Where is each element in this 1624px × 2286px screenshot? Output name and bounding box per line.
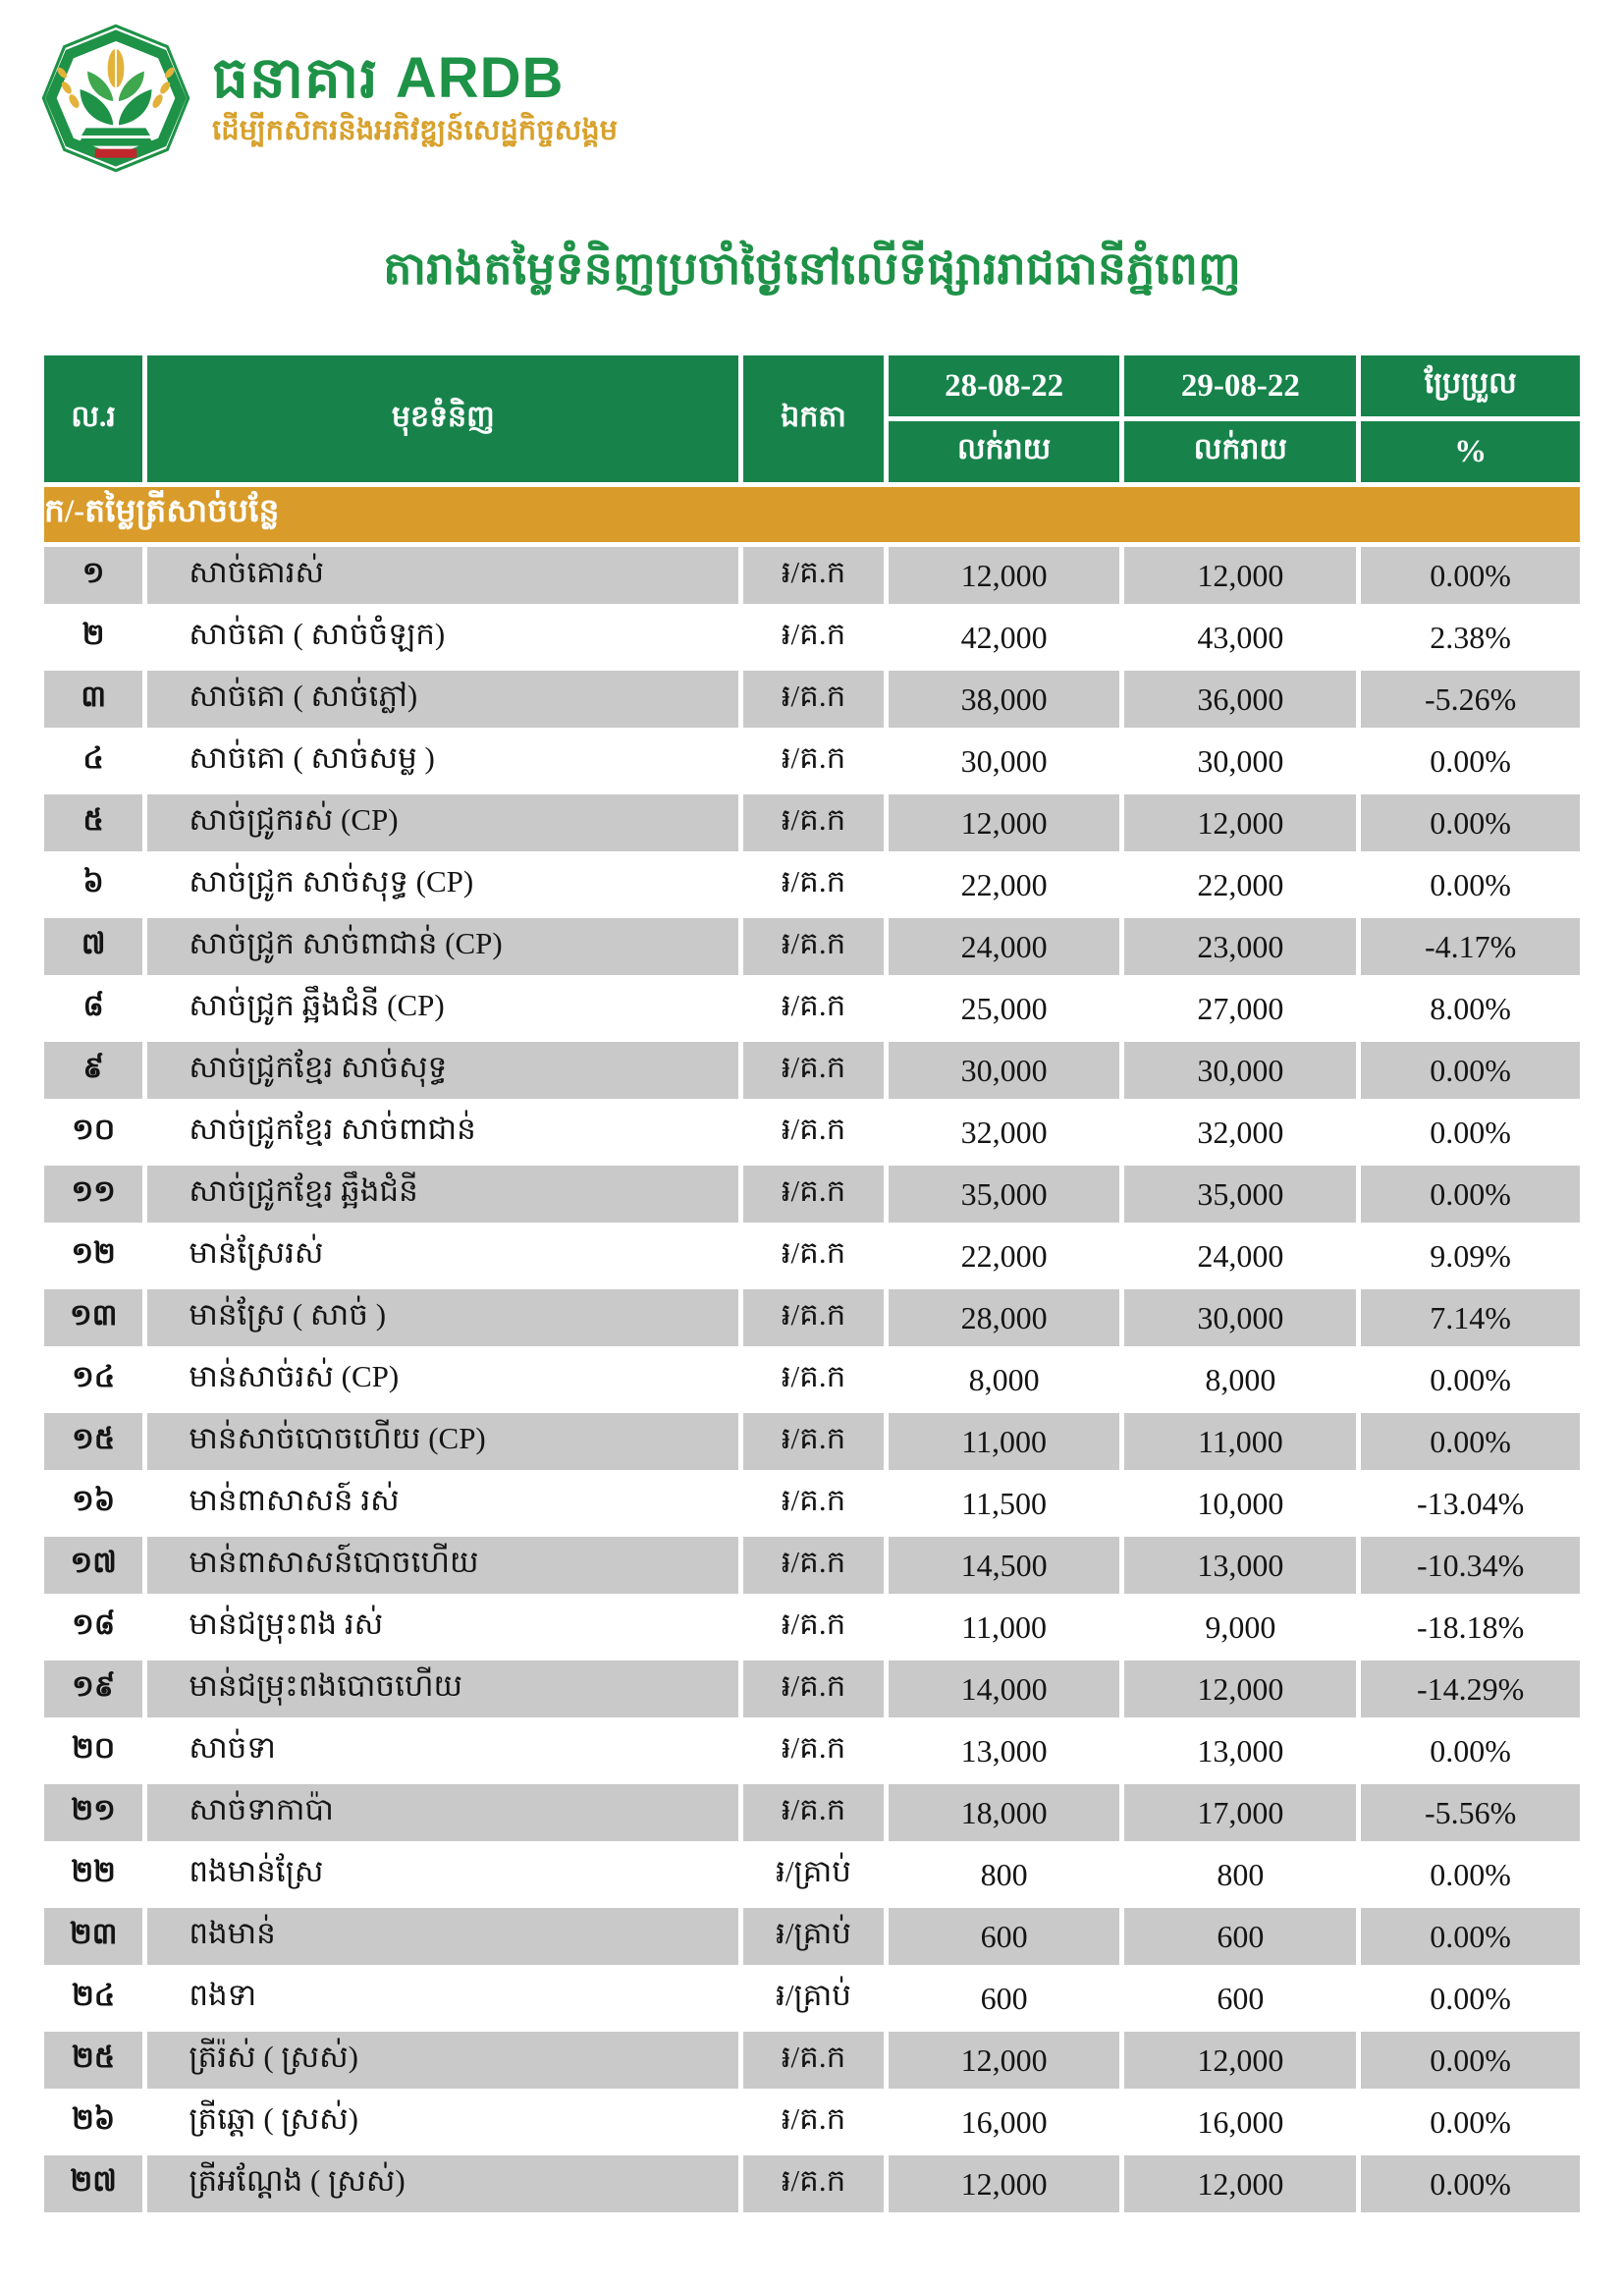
change-percent: 8.00%: [1361, 980, 1580, 1037]
change-percent: 0.00%: [1361, 1908, 1580, 1965]
commodity-name: សាច់ជ្រូក ឆ្អឹងជំនី (CP): [147, 980, 738, 1037]
row-number: ២១: [44, 1784, 142, 1841]
table-body: [44, 487, 1580, 2212]
change-percent: 0.00%: [1361, 2155, 1580, 2212]
col-subheader-percent: %: [1361, 421, 1580, 482]
row-number: ៨: [44, 980, 142, 1037]
commodity-name: ត្រីរ៉ស់ ( ស្រស់): [147, 2032, 738, 2089]
table-row: [44, 1784, 1580, 1841]
commodity-name: មាន់ពាសាសន៍ រស់: [147, 1475, 738, 1532]
change-percent: 0.00%: [1361, 1722, 1580, 1779]
row-number: ១៥: [44, 1413, 142, 1470]
change-percent: 0.00%: [1361, 2094, 1580, 2150]
price-day1: 13,000: [889, 1722, 1120, 1779]
commodity-name: មាន់សាច់បោចហើយ (CP): [147, 1413, 738, 1470]
unit-value: ៛/គ.ក: [743, 2032, 883, 2089]
bank-name-khmer: ធនាគារ: [212, 46, 379, 110]
unit-value: ៛/គ.ក: [743, 794, 883, 851]
section-title: ក/-តម្លៃត្រីសាច់បន្លែ: [44, 487, 1580, 542]
unit-value: ៛/គ.ក: [743, 2155, 883, 2212]
unit-value: ៛/គ.ក: [743, 980, 883, 1037]
table-row: [44, 609, 1580, 666]
commodity-name: សាច់ជ្រូកខ្មែរ សាច់ពាជាន់: [147, 1104, 738, 1161]
table-row: [44, 1599, 1580, 1656]
change-percent: 0.00%: [1361, 733, 1580, 789]
price-day2: 9,000: [1124, 1599, 1356, 1656]
table-row: [44, 856, 1580, 913]
table-row: [44, 1042, 1580, 1099]
table-row: [44, 1166, 1580, 1223]
commodity-name: សាច់ជ្រូកខ្មែរ សាច់សុទ្ធ: [147, 1042, 738, 1099]
commodity-name: មាន់ជម្រុះពង រស់: [147, 1599, 738, 1656]
commodity-name: ពងមាន់: [147, 1908, 738, 1965]
unit-value: ៛/គ្រាប់: [743, 1908, 883, 1965]
unit-value: ៛/គ.ក: [743, 1475, 883, 1532]
change-percent: -4.17%: [1361, 918, 1580, 975]
price-day2: 43,000: [1124, 609, 1356, 666]
table-row: [44, 1289, 1580, 1346]
bank-logo-block: [41, 24, 618, 173]
price-day2: 800: [1124, 1846, 1356, 1903]
price-day1: 600: [889, 1908, 1120, 1965]
change-percent: -18.18%: [1361, 1599, 1580, 1656]
row-number: ២: [44, 609, 142, 666]
price-day1: 30,000: [889, 1042, 1120, 1099]
row-number: ២៦: [44, 2094, 142, 2150]
table-row: [44, 794, 1580, 851]
commodity-name: ពងទា: [147, 1970, 738, 2027]
commodity-name: សាច់គោ ( សាច់សម្ល ): [147, 733, 738, 789]
commodity-name: ត្រីឆ្ដោ ( ស្រស់): [147, 2094, 738, 2150]
price-day2: 600: [1124, 1970, 1356, 2027]
commodity-name: សាច់ជ្រូកខ្មែរ ឆ្អឹងជំនី: [147, 1166, 738, 1223]
unit-value: ៛/គ.ក: [743, 856, 883, 913]
change-percent: 0.00%: [1361, 1846, 1580, 1903]
col-header-unit: ឯកតា: [743, 355, 883, 482]
col-header-no: ល.រ: [44, 355, 142, 482]
page-title: តារាងតម្លៃទំនិញប្រចាំថ្ងៃនៅលើទីផ្សាររាជធានីភ្នំពេញ: [383, 244, 1241, 294]
change-percent: 9.09%: [1361, 1227, 1580, 1284]
change-percent: -5.56%: [1361, 1784, 1580, 1841]
table-row: [44, 1908, 1580, 1965]
row-number: ២៧: [44, 2155, 142, 2212]
table-row: [44, 2032, 1580, 2089]
commodity-name: មាន់សាច់រស់ (CP): [147, 1351, 738, 1408]
row-number: ២៥: [44, 2032, 142, 2089]
row-number: ១២: [44, 1227, 142, 1284]
row-number: ១៣: [44, 1289, 142, 1346]
price-day1: 24,000: [889, 918, 1120, 975]
price-day2: 30,000: [1124, 1042, 1356, 1099]
unit-value: ៛/គ.ក: [743, 1289, 883, 1346]
commodity-name: មាន់ស្រែរស់: [147, 1227, 738, 1284]
unit-value: ៛/គ.ក: [743, 918, 883, 975]
commodity-name: សាច់ជ្រូករស់ (CP): [147, 794, 738, 851]
price-day1: 12,000: [889, 794, 1120, 851]
commodity-name: មាន់ជម្រុះពងបោចហើយ: [147, 1660, 738, 1717]
price-day1: 35,000: [889, 1166, 1120, 1223]
row-number: ១៨: [44, 1599, 142, 1656]
price-day2: 13,000: [1124, 1537, 1356, 1594]
price-day2: 11,000: [1124, 1413, 1356, 1470]
row-number: ១១: [44, 1166, 142, 1223]
commodity-name: ត្រីអណ្ដែង ( ស្រស់): [147, 2155, 738, 2212]
col-subheader-retail-1: លក់រាយ: [889, 421, 1120, 482]
change-percent: -13.04%: [1361, 1475, 1580, 1532]
unit-value: ៛/គ.ក: [743, 1104, 883, 1161]
price-day2: 12,000: [1124, 794, 1356, 851]
commodity-name: សាច់គោ ( សាច់ចំឡក): [147, 609, 738, 666]
price-day2: 12,000: [1124, 1660, 1356, 1717]
table-row: [44, 1351, 1580, 1408]
price-day1: 12,000: [889, 547, 1120, 604]
change-percent: 7.14%: [1361, 1289, 1580, 1346]
price-day2: 600: [1124, 1908, 1356, 1965]
row-number: ៦: [44, 856, 142, 913]
col-header-change: ប្រែប្រួល: [1361, 355, 1580, 416]
price-day1: 30,000: [889, 733, 1120, 789]
table-row: [44, 1413, 1580, 1470]
table-row: [44, 671, 1580, 728]
commodity-name: សាច់ទាកាប៉ា: [147, 1784, 738, 1841]
change-percent: 0.00%: [1361, 1970, 1580, 2027]
price-day2: 12,000: [1124, 2155, 1356, 2212]
unit-value: ៛/គ.ក: [743, 1722, 883, 1779]
col-header-item: មុខទំនិញ: [147, 355, 738, 482]
row-number: ១៤: [44, 1351, 142, 1408]
price-day1: 8,000: [889, 1351, 1120, 1408]
commodity-name: សាច់ជ្រូក សាច់ពាជាន់ (CP): [147, 918, 738, 975]
row-number: ១០: [44, 1104, 142, 1161]
unit-value: ៛/គ.ក: [743, 1227, 883, 1284]
price-day2: 27,000: [1124, 980, 1356, 1037]
change-percent: 0.00%: [1361, 1413, 1580, 1470]
change-percent: 0.00%: [1361, 794, 1580, 851]
price-day2: 17,000: [1124, 1784, 1356, 1841]
price-day1: 14,000: [889, 1660, 1120, 1717]
table-row: [44, 1722, 1580, 1779]
table-row: [44, 980, 1580, 1037]
price-day2: 8,000: [1124, 1351, 1356, 1408]
row-number: ១៧: [44, 1537, 142, 1594]
change-percent: 0.00%: [1361, 1104, 1580, 1161]
row-number: ២៤: [44, 1970, 142, 2027]
bank-name: [212, 46, 618, 110]
unit-value: ៛/គ.ក: [743, 1537, 883, 1594]
price-day1: 28,000: [889, 1289, 1120, 1346]
price-day1: 42,000: [889, 609, 1120, 666]
table-row: [44, 733, 1580, 789]
price-day2: 32,000: [1124, 1104, 1356, 1161]
unit-value: ៛/គ.ក: [743, 1166, 883, 1223]
unit-value: ៛/គ.ក: [743, 1599, 883, 1656]
change-percent: 2.38%: [1361, 609, 1580, 666]
row-number: ៣: [44, 671, 142, 728]
price-day2: 12,000: [1124, 2032, 1356, 2089]
price-day2: 35,000: [1124, 1166, 1356, 1223]
table-row: [44, 2094, 1580, 2150]
row-number: ២០: [44, 1722, 142, 1779]
price-table: [39, 351, 1585, 2217]
row-number: ៥: [44, 794, 142, 851]
price-day1: 11,000: [889, 1599, 1120, 1656]
price-day2: 16,000: [1124, 2094, 1356, 2150]
unit-value: ៛/គ្រាប់: [743, 1970, 883, 2027]
row-number: ៩: [44, 1042, 142, 1099]
row-number: ១: [44, 547, 142, 604]
change-percent: 0.00%: [1361, 547, 1580, 604]
table-row: [44, 1227, 1580, 1284]
price-day2: 23,000: [1124, 918, 1356, 975]
change-percent: 0.00%: [1361, 1166, 1580, 1223]
table-row: [44, 1475, 1580, 1532]
commodity-name: សាច់គោរស់: [147, 547, 738, 604]
price-day1: 18,000: [889, 1784, 1120, 1841]
row-number: ២២: [44, 1846, 142, 1903]
price-day2: 12,000: [1124, 547, 1356, 604]
price-day1: 38,000: [889, 671, 1120, 728]
price-day2: 22,000: [1124, 856, 1356, 913]
price-day1: 22,000: [889, 856, 1120, 913]
bank-name-block: [212, 46, 619, 147]
unit-value: ៛/គ.ក: [743, 671, 883, 728]
table-row: [44, 1660, 1580, 1717]
price-day1: 22,000: [889, 1227, 1120, 1284]
commodity-name: សាច់គោ ( សាច់ភ្លៅ): [147, 671, 738, 728]
unit-value: ៛/គ.ក: [743, 1413, 883, 1470]
table-row: [44, 918, 1580, 975]
col-subheader-retail-2: លក់រាយ: [1124, 421, 1356, 482]
price-day1: 11,500: [889, 1475, 1120, 1532]
table-row: [44, 1970, 1580, 2027]
table-row: [44, 1104, 1580, 1161]
unit-value: ៛/គ.ក: [743, 547, 883, 604]
commodity-name: សាច់ទា: [147, 1722, 738, 1779]
table-row: [44, 1537, 1580, 1594]
unit-value: ៛/គ.ក: [743, 1784, 883, 1841]
commodity-name: សាច់ជ្រូក សាច់សុទ្ធ (CP): [147, 856, 738, 913]
table-row: [44, 547, 1580, 604]
commodity-name: មាន់ពាសាសន៍បោចហើយ: [147, 1537, 738, 1594]
col-header-date2: 29-08-22: [1124, 355, 1356, 416]
row-number: ១៦: [44, 1475, 142, 1532]
change-percent: 0.00%: [1361, 1351, 1580, 1408]
change-percent: 0.00%: [1361, 856, 1580, 913]
price-day1: 12,000: [889, 2032, 1120, 2089]
price-day2: 13,000: [1124, 1722, 1356, 1779]
price-day2: 36,000: [1124, 671, 1356, 728]
unit-value: ៛/គ.ក: [743, 609, 883, 666]
price-day1: 800: [889, 1846, 1120, 1903]
price-day2: 24,000: [1124, 1227, 1356, 1284]
commodity-name: មាន់ស្រែ ( សាច់ ): [147, 1289, 738, 1346]
price-day1: 12,000: [889, 2155, 1120, 2212]
unit-value: ៛/គ.ក: [743, 1660, 883, 1717]
change-percent: 0.00%: [1361, 1042, 1580, 1099]
unit-value: ៛/គ.ក: [743, 2094, 883, 2150]
price-day2: 30,000: [1124, 733, 1356, 789]
row-number: ៤: [44, 733, 142, 789]
change-percent: -14.29%: [1361, 1660, 1580, 1717]
section-row: [44, 487, 1580, 542]
price-day1: 14,500: [889, 1537, 1120, 1594]
price-day2: 10,000: [1124, 1475, 1356, 1532]
unit-value: ៛/គ.ក: [743, 1042, 883, 1099]
price-day1: 25,000: [889, 980, 1120, 1037]
table-row: [44, 1846, 1580, 1903]
unit-value: ៛/គ.ក: [743, 733, 883, 789]
row-number: ២៣: [44, 1908, 142, 1965]
commodity-name: ពងមាន់ស្រែ: [147, 1846, 738, 1903]
bank-tagline: ដើម្បីកសិករនិងអភិវឌ្ឍន៍សេដ្ឋកិច្ចសង្គម: [212, 115, 619, 146]
price-day2: 30,000: [1124, 1289, 1356, 1346]
price-day1: 16,000: [889, 2094, 1120, 2150]
change-percent: 0.00%: [1361, 2032, 1580, 2089]
table-row: [44, 2155, 1580, 2212]
col-header-date1: 28-08-22: [889, 355, 1120, 416]
price-day1: 600: [889, 1970, 1120, 2027]
row-number: ១៩: [44, 1660, 142, 1717]
unit-value: ៛/គ្រាប់: [743, 1846, 883, 1903]
unit-value: ៛/គ.ក: [743, 1351, 883, 1408]
row-number: ៧: [44, 918, 142, 975]
bank-name-latin: ARDB: [395, 46, 565, 110]
price-day1: 32,000: [889, 1104, 1120, 1161]
price-day1: 11,000: [889, 1413, 1120, 1470]
ardb-emblem-icon: [41, 24, 190, 173]
change-percent: -10.34%: [1361, 1537, 1580, 1594]
change-percent: -5.26%: [1361, 671, 1580, 728]
